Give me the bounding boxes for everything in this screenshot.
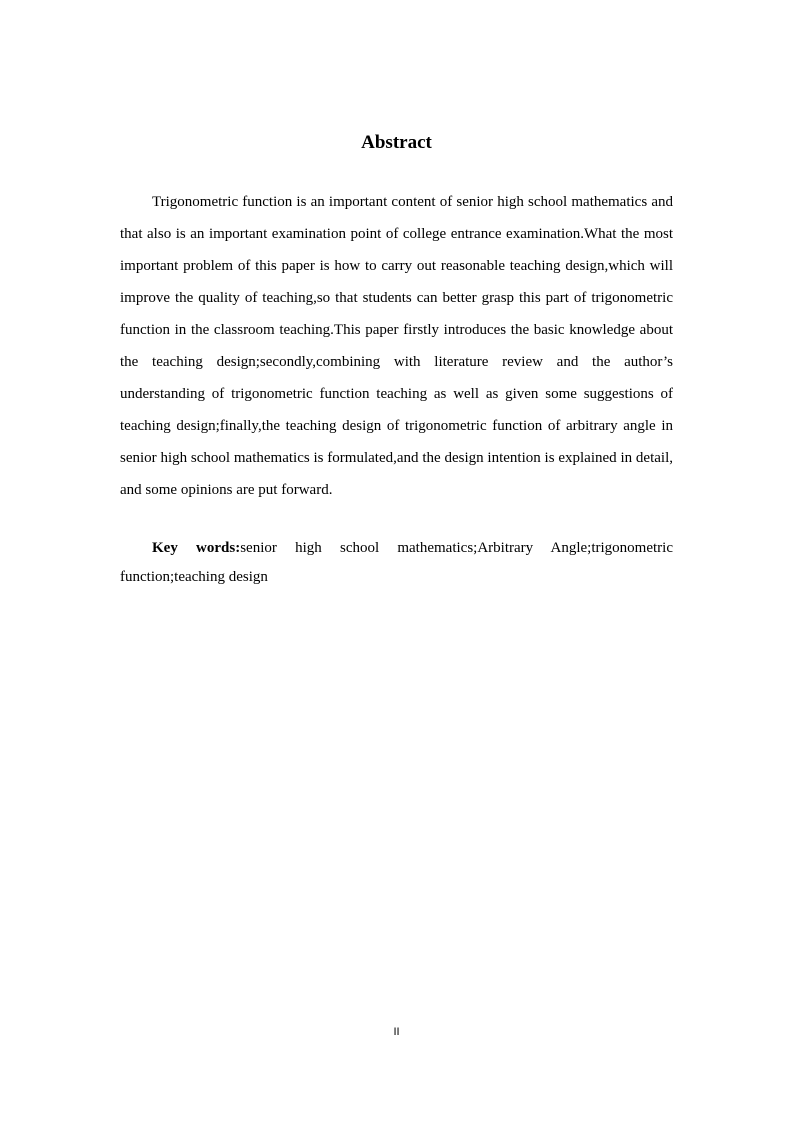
page-number: II — [393, 1026, 400, 1038]
abstract-title: Abstract — [361, 132, 432, 153]
keywords-label: Key words: — [152, 540, 241, 556]
keywords-paragraph — [120, 534, 673, 592]
keywords-text: senior high school mathematics;Arbitrary Angle;trigonometric function;teaching design — [120, 540, 673, 585]
abstract-body: Trigonometric function is an important content of senior high school mathematics and that also is an important examination point of college entrance examination.What the most important problem of this paper is how to carry out reasonable teaching design,which will improve the quality of teaching,so that students can better grasp this part of trigonometric function in the classroom teaching.This paper firstly introduces the basic knowledge about the teaching design;secondly,combining with literature review and the author’s understanding of trigonometric function teaching as well as given some suggestions of teaching design;finally,the teaching design of trigonometric function of arbitrary angle in senior high school mathematics is formulated,and the design intention is explained in detail, and some opinions are put forward. — [120, 194, 673, 498]
